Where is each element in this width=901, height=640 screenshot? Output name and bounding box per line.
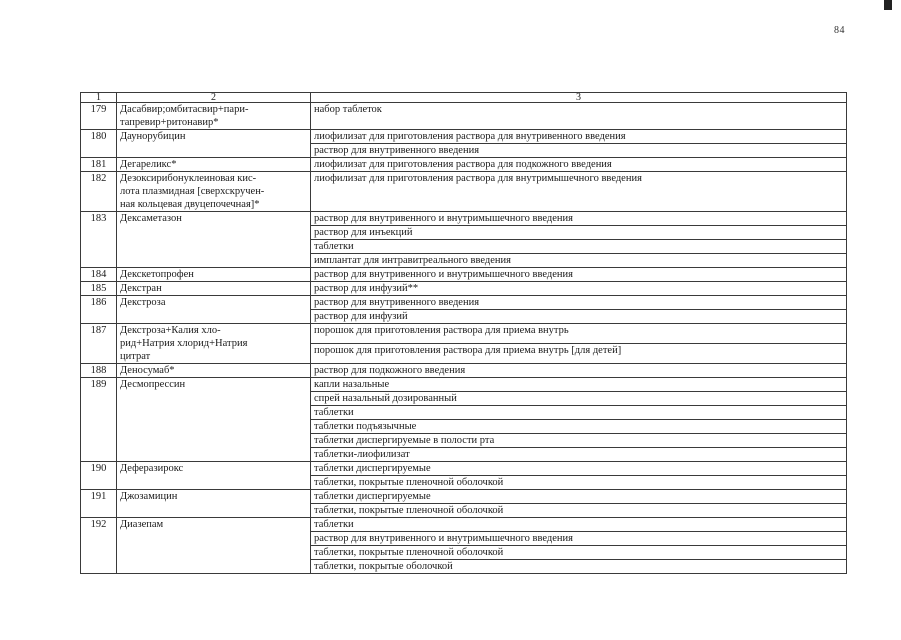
entry-number: 186	[81, 296, 117, 324]
drug-name: Декскетопрофен	[117, 268, 311, 282]
entry-number: 180	[81, 130, 117, 158]
dosage-form: раствор для инфузий	[311, 310, 847, 324]
dosage-form: лиофилизат для приготовления раствора для внутривенного введения	[311, 130, 847, 144]
table-row	[81, 364, 847, 378]
table-row	[81, 378, 847, 392]
entry-number: 184	[81, 268, 117, 282]
dosage-form: раствор для инфузий**	[311, 282, 847, 296]
table-body	[81, 103, 847, 574]
dosage-form: имплантат для интравитреального введения	[311, 254, 847, 268]
drug-name: Дасабвир;омбитасвир+пари- тапревир+ритонавир*	[117, 103, 311, 130]
drug-name: Декстран	[117, 282, 311, 296]
table-row	[81, 282, 847, 296]
dosage-form: раствор для внутривенного и внутримышечного введения	[311, 532, 847, 546]
entry-number: 179	[81, 103, 117, 130]
header-row	[81, 93, 847, 103]
drug-name: Диазепам	[117, 518, 311, 574]
dosage-form: таблетки диспергируемые в полости рта	[311, 434, 847, 448]
dosage-form: раствор для внутривенного введения	[311, 296, 847, 310]
table-row	[81, 103, 847, 130]
entry-number: 189	[81, 378, 117, 462]
dosage-form: раствор для подкожного введения	[311, 364, 847, 378]
dosage-form: раствор для внутривенного введения	[311, 144, 847, 158]
entry-number: 181	[81, 158, 117, 172]
drug-name: Декстроза+Калия хло- рид+Натрия хлорид+Натрия цитрат	[117, 324, 311, 364]
drug-name: Дексаметазон	[117, 212, 311, 268]
dosage-form: порошок для приготовления раствора для приема внутрь	[311, 324, 847, 344]
drug-table	[80, 92, 847, 574]
dosage-form: таблетки, покрытые пленочной оболочкой	[311, 476, 847, 490]
entry-number: 190	[81, 462, 117, 490]
column-header-number: 1	[81, 93, 117, 103]
drug-name: Декстроза	[117, 296, 311, 324]
column-header-name: 2	[117, 93, 311, 103]
drug-name: Десмопрессин	[117, 378, 311, 462]
drug-name: Деносумаб*	[117, 364, 311, 378]
entry-number: 182	[81, 172, 117, 212]
dosage-form: таблетки, покрытые оболочкой	[311, 560, 847, 574]
dosage-form: таблетки-лиофилизат	[311, 448, 847, 462]
entry-number: 191	[81, 490, 117, 518]
dosage-form: таблетки диспергируемые	[311, 490, 847, 504]
dosage-form: спрей назальный дозированный	[311, 392, 847, 406]
entry-number: 187	[81, 324, 117, 364]
dosage-form: порошок для приготовления раствора для приема внутрь [для детей]	[311, 344, 847, 364]
table-row	[81, 268, 847, 282]
dosage-form: капли назальные	[311, 378, 847, 392]
dosage-form: таблетки, покрытые пленочной оболочкой	[311, 546, 847, 560]
table-row	[81, 158, 847, 172]
dosage-form: лиофилизат для приготовления раствора для подкожного введения	[311, 158, 847, 172]
entry-number: 192	[81, 518, 117, 574]
table-row	[81, 172, 847, 212]
dosage-form: таблетки	[311, 406, 847, 420]
dosage-form: таблетки	[311, 240, 847, 254]
drug-name: Дезоксирибонуклеиновая кис- лота плазмидная [сверхскручен- ная кольцевая двуцепочечная]*	[117, 172, 311, 212]
table-row	[81, 296, 847, 310]
table-row	[81, 212, 847, 226]
dosage-form: набор таблеток	[311, 103, 847, 130]
drug-name: Дегареликс*	[117, 158, 311, 172]
table-row	[81, 324, 847, 344]
dosage-form: раствор для внутривенного и внутримышечного введения	[311, 212, 847, 226]
dosage-form: таблетки диспергируемые	[311, 462, 847, 476]
dosage-form: таблетки, покрытые пленочной оболочкой	[311, 504, 847, 518]
entry-number: 183	[81, 212, 117, 268]
dosage-form: таблетки	[311, 518, 847, 532]
table-row	[81, 490, 847, 504]
entry-number: 185	[81, 282, 117, 296]
entry-number: 188	[81, 364, 117, 378]
drug-name: Джозамицин	[117, 490, 311, 518]
dosage-form: раствор для инъекций	[311, 226, 847, 240]
table-row	[81, 518, 847, 532]
page-number: 84	[834, 25, 845, 36]
dosage-form: таблетки подъязычные	[311, 420, 847, 434]
table-row	[81, 462, 847, 476]
drug-name: Деферазирокс	[117, 462, 311, 490]
drug-name: Даунорубицин	[117, 130, 311, 158]
dosage-form: лиофилизат для приготовления раствора для внутримышечного введения	[311, 172, 847, 212]
column-header-form: 3	[311, 93, 847, 103]
scan-artifact	[884, 0, 892, 10]
table-row	[81, 130, 847, 144]
dosage-form: раствор для внутривенного и внутримышечного введения	[311, 268, 847, 282]
